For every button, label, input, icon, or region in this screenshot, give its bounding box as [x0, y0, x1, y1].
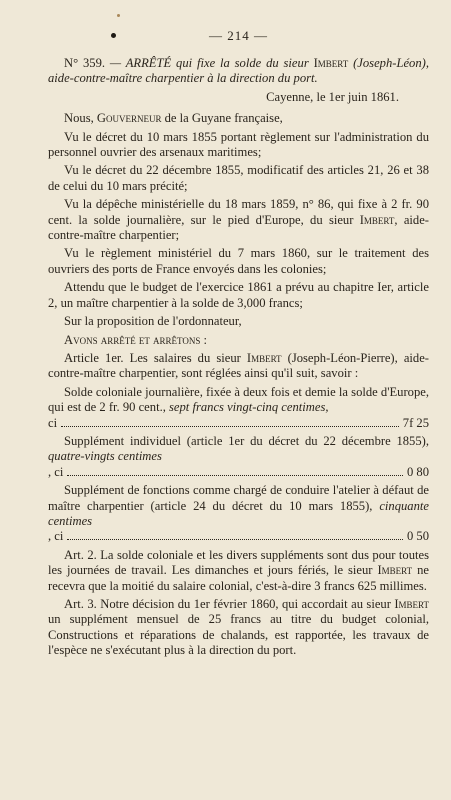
decision-line: Avons arrêté et arrêtons : — [64, 332, 208, 347]
salary-item-ci: , ci — [48, 529, 64, 544]
dot-leader — [67, 475, 403, 476]
salary-item-leader — [48, 416, 429, 431]
decree-heading — [48, 56, 429, 87]
article-1-label: Article 1er. — [64, 350, 124, 365]
salary-item — [48, 385, 429, 431]
salary-item-leader — [48, 465, 429, 480]
person-name: Imbert — [359, 212, 395, 227]
article-3-text: Art. 3. Notre décision du 1er février 1860, qui accordait au sieur — [64, 597, 395, 611]
article-2 — [48, 548, 429, 594]
depeche-text: Vu la dépêche ministérielle du 18 mars 1859, n° 86, qui fixe à 2 fr. 90 cent. la solde journalière, sur le pied d'Europe, du sieur — [48, 197, 429, 227]
consideration-reglement: Vu le règlement ministériel du 7 mars 1860, sur le traitement des ouvriers des ports de France envoyés dans les colonies; — [48, 246, 429, 276]
article-1-tail: (Joseph-Léon-Pierre), aide-contre-maître charpentier, sont réglées ainsi qu'il suit, savoir : — [48, 350, 430, 381]
article-3 — [48, 597, 429, 659]
depeche-tail: , aide-contre-maître charpentier; — [48, 212, 429, 243]
salary-item-text — [48, 483, 429, 529]
article-2-tail: ne recevra que la moitié du salaire colonial, c'est-à-dire 3 francs 625 millimes. — [48, 563, 429, 593]
salary-item-text — [48, 385, 429, 416]
person-name: Imbert — [246, 350, 282, 365]
salary-item-description: Supplément de fonctions comme chargé de conduire l'atelier à défaut de maître charpentier (article 24 du décret du 10 mars 1855), — [48, 483, 429, 513]
consideration-decree-1855: Vu le décret du 10 mars 1855 portant règlement sur l'administration du personnel ouvrier des arsenaux maritimes; — [48, 129, 429, 160]
salary-item-description: Supplément individuel (article 1er du décret du 22 décembre 1855), — [64, 433, 429, 448]
salary-items — [48, 385, 429, 545]
article-1-text: Les salaires du sieur — [123, 350, 247, 365]
salary-item-amount-words: cinquante centimes — [48, 498, 429, 528]
intro-governor: Gouverneur — [96, 111, 162, 126]
consideration-decree-dec-1855: Vu le décret du 22 décembre 1855, modificatif des articles 21, 26 et 38 de celui du 10 mars précité; — [48, 163, 429, 193]
salary-item-amount: 0 80 — [406, 464, 429, 479]
article-3-tail: un supplément mensuel de 25 francs au titre du budget colonial, Constructions et réparations de chalands, est rapportée, les travaux de l'espèce ne s'exécutant plus à la direction du port. — [48, 612, 429, 658]
page-number: — 214 — — [209, 28, 268, 43]
decree-title-tail: (Joseph-Léon), aide-contre-maître charpentier à la direction du port. — [48, 56, 429, 86]
salary-item-amount-words: sept francs vingt-cinq centimes, — [169, 400, 329, 415]
dot-leader — [67, 539, 403, 540]
salary-item-text — [48, 434, 429, 465]
salary-item-amount: 0 50 — [406, 529, 429, 544]
article-2-text: Art. 2. La solde coloniale et les divers suppléments sont dus pour toutes les journées de travail. Les dimanches et jours fériés, le sieur — [48, 547, 429, 578]
decree-title-text: qui fixe la solde du sieur — [171, 56, 314, 70]
salary-item-ci: ci — [48, 415, 58, 430]
page-dot — [111, 33, 116, 38]
person-name: Imbert — [377, 563, 413, 578]
person-name: Imbert — [394, 597, 429, 611]
paper-speck — [117, 14, 120, 17]
place-date: Cayenne, le 1er juin 1861. — [266, 89, 399, 104]
salary-item-ci: , ci — [48, 464, 64, 479]
decree-type: — ARRÊTÉ — [109, 56, 172, 70]
salary-item-amount-words: quatre-vingts centimes — [48, 449, 162, 464]
salary-item — [48, 434, 429, 480]
intro-rest: de la Guyane française, — [161, 111, 283, 126]
person-name: Imbert — [313, 56, 349, 70]
salary-item-amount: 7f 25 — [402, 415, 429, 430]
consideration-depeche — [48, 197, 429, 243]
article-1 — [48, 351, 429, 382]
salary-item — [48, 483, 429, 545]
decree-number: N° 359. — [64, 56, 106, 70]
salary-item-leader — [48, 529, 429, 544]
consideration-budget: Attendu que le budget de l'exercice 1861 a prévu au chapitre Ier, article 2, un maître charpentier à la solde de 3,000 francs; — [48, 280, 429, 310]
intro-line — [48, 111, 429, 126]
intro-nous: Nous, — [64, 111, 97, 126]
dot-leader — [61, 426, 399, 427]
proposition-line: Sur la proposition de l'ordonnateur, — [64, 314, 242, 329]
salary-item-description: Solde coloniale journalière, fixée à deux fois et demie la solde d'Europe, qui est de 2 fr. 90 cent., — [48, 384, 429, 415]
